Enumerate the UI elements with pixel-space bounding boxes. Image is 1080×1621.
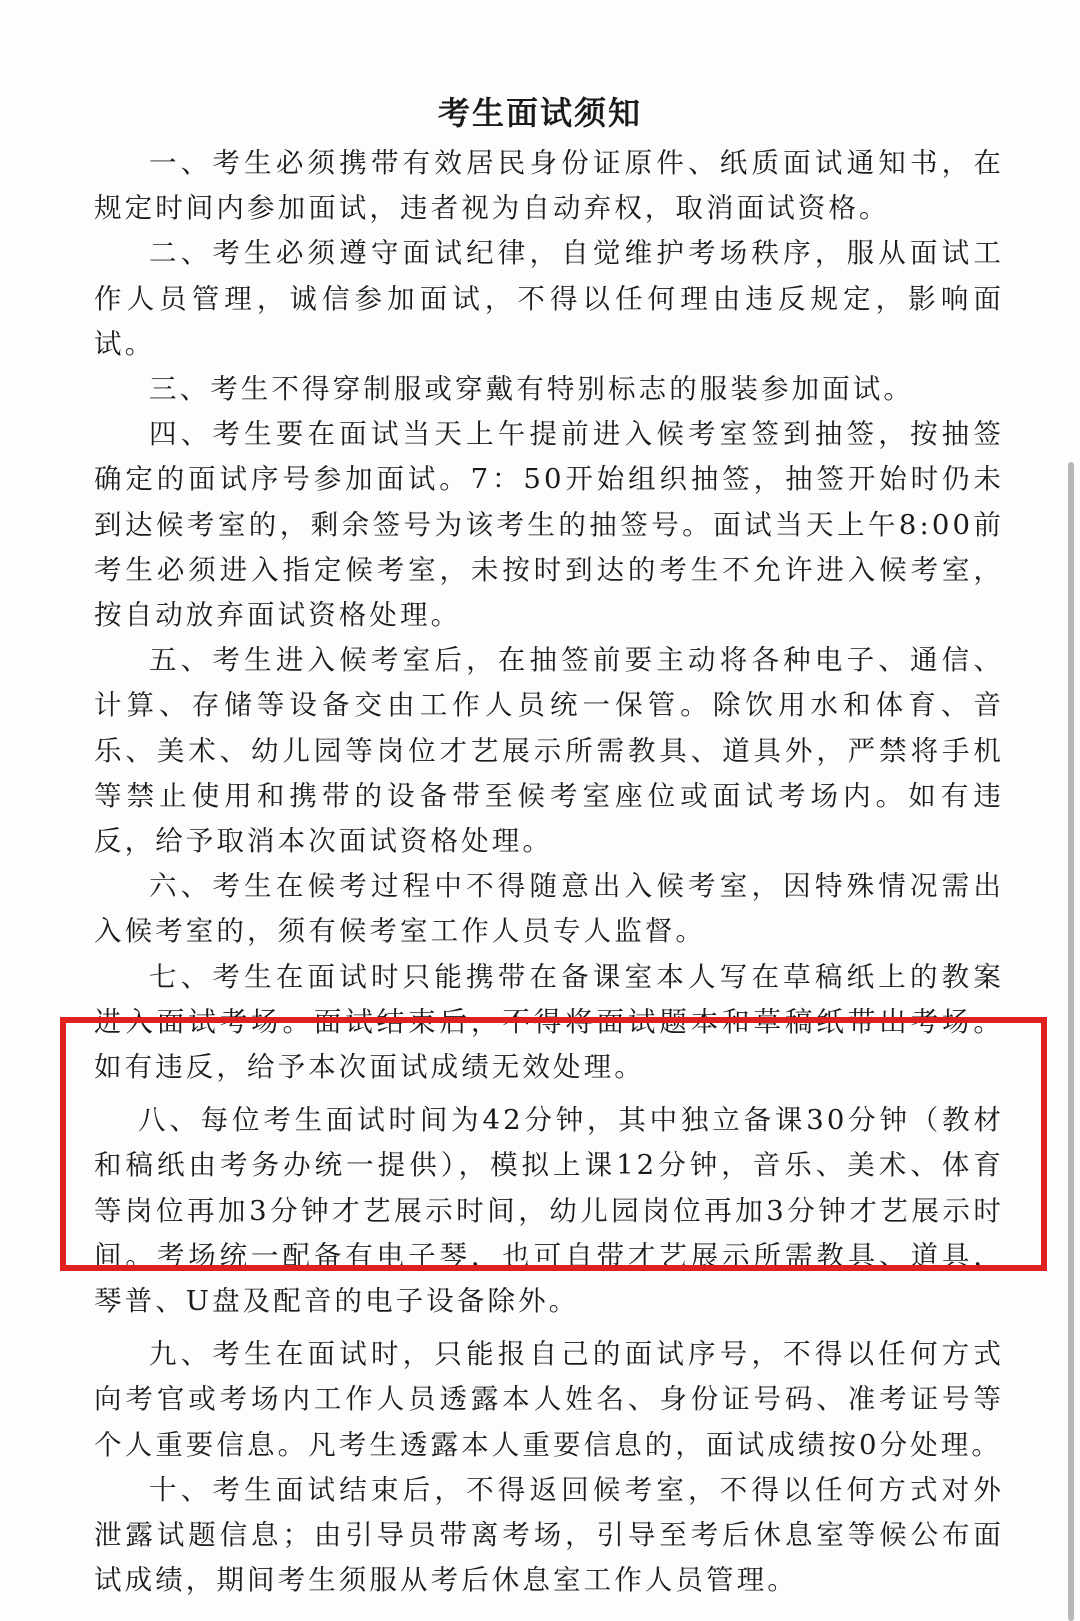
rule-7: 七、考生在面试时只能携带在备课室本人写在草稿纸上的教案进入面试考场。面试结束后，不得将面试题本和草稿纸带出考场。如有违反，给予本次面试成绩无效处理。 <box>94 960 1004 1084</box>
rule-2: 二、考生必须遵守面试纪律，自觉维护考场秩序，服从面试工作人员管理，诚信参加面试，不得以任何理由违反规定，影响面试。 <box>94 237 1004 360</box>
rule-3: 三、考生不得穿制服或穿戴有特别标志的服装参加面试。 <box>149 373 914 406</box>
rule-4: 四、考生要在面试当天上午提前进入候考室签到抽签，按抽签确定的面试序号参加面试。7：50开始组织抽签，抽签开始时仍未到达候考室的，剩余签号为该考生的抽签号。面试当天上午8:00前考生必须进入指定候考室，未按时到达的考生不允许进入候考室，按自动放弃面试资格处理。 <box>94 418 1004 632</box>
rule-5: 五、考生进入候考室后，在抽签前要主动将各种电子、通信、计算、存储等设备交由工作人员统一保管。除饮用水和体育、音乐、美术、幼儿园等岗位才艺展示所需教具、道具外，严禁将手机等禁止使用和携带的设备带至候考室座位或面试考场内。如有违反，给予取消本次面试资格处理。 <box>94 644 1004 858</box>
document-body <box>94 141 1004 1604</box>
rule-1: 一、考生必须携带有效居民身份证原件、纸质面试通知书，在规定时间内参加面试，违者视为自动弃权，取消面试资格。 <box>94 147 1004 225</box>
rule-8-highlighted: 八、每位考生面试时间为42分钟，其中独立备课30分钟（教材和稿纸由考务办统一提供），模拟上课12分钟，音乐、美术、体育等岗位再加3分钟才艺展示时间，幼儿园岗位再加3分钟才艺展示时间。考场统一配备有电子琴，也可自带才艺展示所需教具、道具，琴普、U盘及配音的电子设备除外。 <box>94 1104 1004 1318</box>
rule-6: 六、考生在候考过程中不得随意出入候考室，因特殊情况需出入候考室的，须有候考室工作人员专人监督。 <box>94 870 1004 948</box>
document-title: 考生面试须知 <box>437 94 642 132</box>
scrollbar-thumb[interactable] <box>1068 462 1074 1621</box>
rule-10: 十、考生面试结束后，不得返回候考室，不得以任何方式对外泄露试题信息；由引导员带离考场，引导至考后休息室等候公布面试成绩，期间考生须服从考后休息室工作人员管理。 <box>94 1473 1004 1597</box>
rule-9: 九、考生在面试时，只能报自己的面试序号，不得以任何方式向考官或考场内工作人员透露本人姓名、身份证号码、准考证号等个人重要信息。凡考生透露本人重要信息的，面试成绩按0分处理。 <box>94 1338 1004 1461</box>
vertical-scrollbar[interactable] <box>1068 462 1074 1621</box>
